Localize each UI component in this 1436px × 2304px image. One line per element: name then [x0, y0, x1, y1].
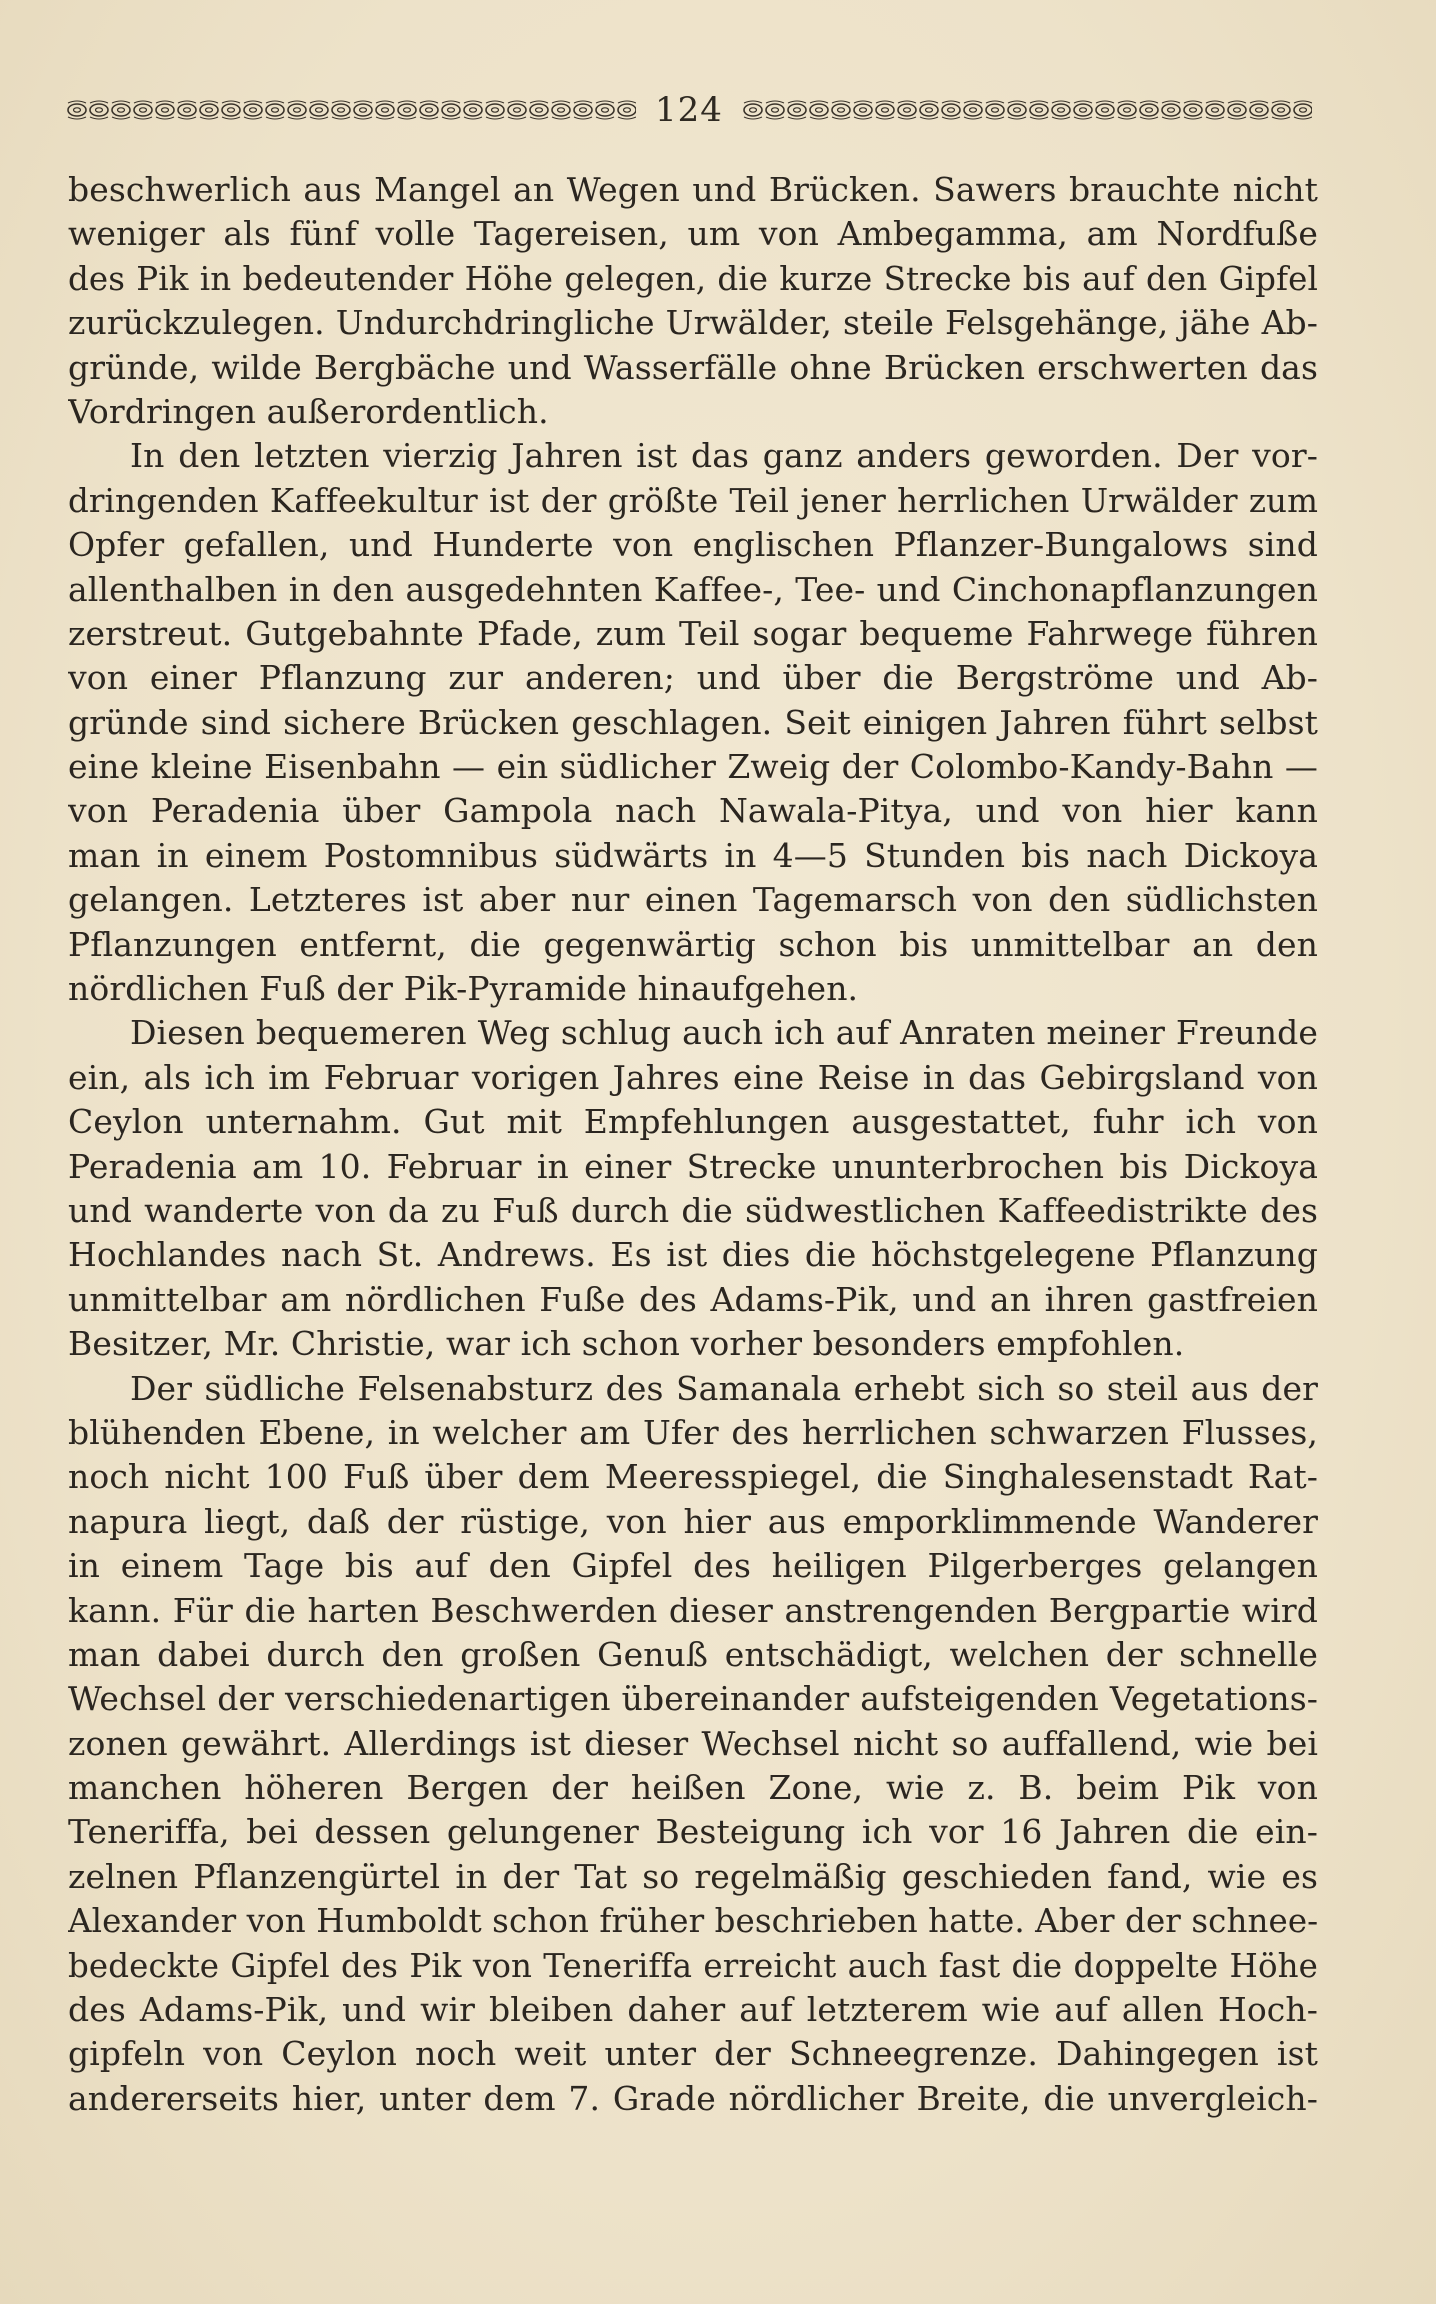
- text-line: von einer Pflanzung zur anderen; und über die Bergströme und Ab-: [68, 658, 1318, 698]
- text-line: gipfeln von Ceylon noch weit unter der Schneegrenze. Dahingegen ist: [68, 2034, 1318, 2074]
- text-line: in einem Tage bis auf den Gipfel des heiligen Pilgerberges gelangen: [68, 1546, 1318, 1586]
- text-line: und wanderte von da zu Fuß durch die südwestlichen Kaffeedistrikte des: [68, 1190, 1318, 1230]
- text-line: dringenden Kaffeekultur ist der größte Teil jener herrlichen Urwälder zum: [68, 481, 1318, 520]
- text-line: gründe, wilde Bergbäche und Wasserfälle ohne Brücken erschwerten das: [68, 347, 1318, 387]
- text-line: bedeckte Gipfel des Pik von Teneriffa erreicht auch fast die doppelte Höhe: [68, 1946, 1318, 1985]
- text-line: manchen höheren Bergen der heißen Zone, wie z. B. beim Pik von: [68, 1768, 1318, 1808]
- text-line: gründe sind sichere Brücken geschlagen. Seit einigen Jahren führt selbst: [68, 702, 1318, 742]
- text-line: unmittelbar am nördlichen Fuße des Adams-Pik, und an ihren gastfreien: [68, 1279, 1318, 1319]
- text-line: des Pik in bedeutender Höhe gelegen, die kurze Strecke bis auf den Gipfel: [68, 259, 1318, 298]
- text-line: weniger als fünf volle Tagereisen, um von Ambegamma, am Nordfuße: [68, 214, 1318, 254]
- text-line: Teneriffa, bei dessen gelungener Besteigung ich vor 16 Jahren die ein-: [68, 1812, 1318, 1852]
- text-line: zerstreut. Gutgebahnte Pfade, zum Teil sogar bequeme Fahrwege führen: [68, 613, 1318, 653]
- text-line: andererseits hier, unter dem 7. Grade nördlicher Breite, die unvergleich-: [68, 2078, 1318, 2118]
- text-line: Besitzer, Mr. Christie, war ich schon vorher besonders empfohlen.: [68, 1324, 1185, 1364]
- text-line: Ceylon unternahm. Gut mit Empfehlungen ausgestattet, fuhr ich von: [68, 1102, 1318, 1142]
- text-line: beschwerlich aus Mangel an Wegen und Brücken. Sawers brauchte nicht: [68, 170, 1318, 209]
- text-line: noch nicht 100 Fuß über dem Meeresspiegel, die Singhalesenstadt Rat-: [68, 1457, 1318, 1497]
- page-number: 124: [655, 90, 723, 130]
- text-line: kann. Für die harten Beschwerden dieser anstrengenden Bergpartie wird: [68, 1590, 1318, 1630]
- text-line: des Adams-Pik, und wir bleiben daher auf letzterem wie auf allen Hoch-: [68, 1990, 1318, 2030]
- text-line: napura liegt, daß der rüstige, von hier aus emporklimmende Wanderer: [68, 1501, 1318, 1541]
- text-line: In den letzten vierzig Jahren ist das ganz anders geworden. Der vor-: [130, 436, 1318, 476]
- text-line: eine kleine Eisenbahn — ein südlicher Zweig der Colombo-Kandy-Bahn —: [68, 747, 1318, 787]
- body-text: [68, 168, 1318, 2121]
- text-line: Alexander von Humboldt schon früher beschrieben hatte. Aber der schnee-: [68, 1902, 1318, 1941]
- text-line: zelnen Pflanzengürtel in der Tat so regelmäßig geschieden fand, wie es: [68, 1856, 1318, 1896]
- text-line: allenthalben in den ausgedehnten Kaffee-, Tee- und Cinchonapflanzungen: [68, 569, 1318, 609]
- text-line: Hochlandes nach St. Andrews. Es ist dies die höchstgelegene Pflanzung: [68, 1235, 1318, 1275]
- text-line: nördlichen Fuß der Pik-Pyramide hinaufgehen.: [68, 969, 859, 1009]
- text-line: Vordringen außerordentlich.: [68, 391, 549, 431]
- text-line: Der südliche Felsenabsturz des Samanala erhebt sich so steil aus der: [130, 1368, 1318, 1408]
- text-line: Wechsel der verschiedenartigen übereinander aufsteigenden Vegetations-: [68, 1679, 1318, 1719]
- text-line: man dabei durch den großen Genuß entschädigt, welchen der schnelle: [68, 1634, 1318, 1674]
- text-line: Diesen bequemeren Weg schlug auch ich auf Anraten meiner Freunde: [130, 1013, 1318, 1053]
- text-line: gelangen. Letzteres ist aber nur einen Tagemarsch von den südlichsten: [68, 880, 1318, 920]
- text-line: man in einem Postomnibus südwärts in 4—5 Stunden bis nach Dickoya: [68, 835, 1318, 875]
- text-line: zurückzulegen. Undurchdringliche Urwälder, steile Felsgehänge, jähe Ab-: [68, 303, 1318, 343]
- decorative-border-right: [742, 98, 1312, 122]
- decorative-border-left: [66, 98, 636, 122]
- text-line: von Peradenia über Gampola nach Nawala-Pitya, und von hier kann: [68, 791, 1318, 831]
- text-line: zonen gewährt. Allerdings ist dieser Wechsel nicht so auffallend, wie bei: [68, 1723, 1318, 1763]
- page-header: [66, 86, 1312, 134]
- text-line: Pflanzungen entfernt, die gegenwärtig schon bis unmittelbar an den: [68, 924, 1318, 964]
- text-line: ein, als ich im Februar vorigen Jahres eine Reise in das Gebirgsland von: [68, 1057, 1318, 1097]
- text-line: blühenden Ebene, in welcher am Ufer des herrlichen schwarzen Flusses,: [68, 1412, 1318, 1452]
- text-line: Peradenia am 10. Februar in einer Strecke ununterbrochen bis Dickoya: [68, 1146, 1318, 1186]
- text-line: Opfer gefallen, und Hunderte von englischen Pflanzer-Bungalows sind: [68, 525, 1318, 565]
